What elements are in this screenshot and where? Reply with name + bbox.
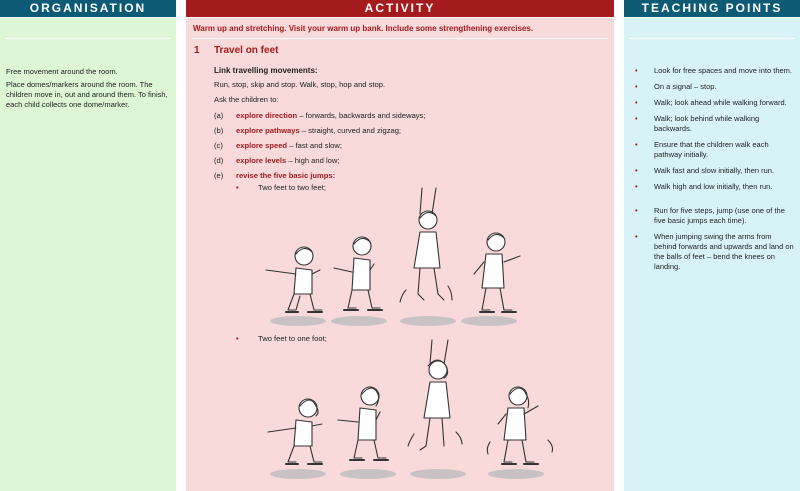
- teaching-point-text: Walk fast and slow initially, then run.: [654, 166, 775, 175]
- bullet-dot: •: [236, 334, 239, 343]
- teaching-point: [630, 66, 795, 76]
- activity-column: [186, 0, 614, 491]
- list-rest: – straight, curved and zigzag;: [299, 126, 402, 135]
- shadow: [410, 469, 466, 479]
- teaching-point-text: On a signal – stop.: [654, 82, 717, 91]
- teaching-point-text: Walk high and low initially, then run.: [654, 182, 773, 191]
- divider: [192, 38, 608, 39]
- list-rest: – forwards, backwards and sideways;: [297, 111, 426, 120]
- child-figure: [268, 399, 322, 464]
- child-figure: [400, 188, 452, 302]
- child-figure: [334, 237, 382, 310]
- teaching-point: [630, 232, 795, 272]
- teaching-point-text: When jumping swing the arms from behind forwards and upwards and land on the balls of feet – bend the knees on landing.: [654, 232, 794, 271]
- shadow: [331, 316, 387, 326]
- bullet-dot: •: [635, 182, 638, 191]
- activity-line: Run, stop, skip and stop. Walk, stop, hop and stop.: [214, 80, 386, 89]
- bullet-dot: •: [635, 206, 638, 215]
- list-label: (e): [214, 171, 224, 180]
- teaching-point-text: Run for five steps, jump (use one of the five basic jumps each time).: [654, 206, 785, 225]
- bullet-dot: •: [236, 183, 239, 192]
- teaching-point-text: Walk; look ahead while walking forward.: [654, 98, 787, 107]
- bullet-dot: •: [635, 166, 638, 175]
- shadow: [461, 316, 517, 326]
- shadow: [340, 469, 396, 479]
- list-key: revise the five basic jumps:: [236, 171, 336, 180]
- list-item: [214, 156, 340, 166]
- list-key: explore speed: [236, 141, 288, 150]
- teaching-point: [630, 206, 795, 226]
- activity-header: ACTIVITY: [186, 0, 614, 18]
- shadow: [488, 469, 544, 479]
- child-figure: [474, 233, 520, 312]
- list-rest: – fast and slow;: [287, 141, 342, 150]
- list-item: [214, 111, 426, 121]
- shadow: [400, 316, 456, 326]
- list-item: [214, 171, 336, 181]
- teaching-points-column: [624, 0, 800, 491]
- teaching-points-list: [630, 66, 795, 278]
- subhead: Link travelling movements:: [214, 66, 318, 75]
- teaching-point: [630, 82, 795, 92]
- section-number: 1: [194, 45, 200, 56]
- divider: [630, 38, 794, 39]
- bullet-text: Two feet to one foot;: [258, 334, 327, 343]
- child-figure: [408, 340, 462, 450]
- jump-illustration-two-to-two: [256, 186, 606, 332]
- list-key: explore direction: [236, 111, 298, 120]
- child-figure: [487, 387, 552, 464]
- list-rest: – high and low;: [286, 156, 340, 165]
- teaching-point: [630, 98, 795, 108]
- list-label: (b): [214, 126, 224, 135]
- child-figure: [266, 247, 322, 312]
- teaching-point-text: Walk; look behind while walking backwards.: [654, 114, 760, 133]
- organisation-text: [6, 67, 171, 113]
- child-figure: [338, 387, 388, 460]
- teaching-point: [630, 114, 795, 134]
- teaching-point: [630, 182, 795, 192]
- bullet-item: [236, 334, 327, 344]
- bullet-dot: •: [635, 66, 638, 75]
- bullet-dot: •: [635, 140, 638, 149]
- activity-intro: Warm up and stretching. Visit your warm up bank. Include some strengthening exercises.: [193, 24, 534, 33]
- organisation-column: [0, 0, 176, 491]
- list-key: explore levels: [236, 156, 287, 165]
- jump-illustration-two-to-one: [256, 336, 606, 486]
- list-label: (a): [214, 111, 224, 120]
- teaching-point-text: Ensure that the children walk each pathway initially.: [654, 140, 769, 159]
- list-key: explore pathways: [236, 126, 300, 135]
- bullet-dot: •: [635, 114, 638, 123]
- shadow: [270, 316, 326, 326]
- list-label: (c): [214, 141, 223, 150]
- organisation-paragraph: Free movement around the room.: [6, 67, 118, 76]
- teaching-point: [630, 166, 795, 176]
- teaching-points-header: TEACHING POINTS: [624, 0, 800, 18]
- bullet-dot: •: [635, 232, 638, 241]
- organisation-header: ORGANISATION: [0, 0, 176, 18]
- list-label: (d): [214, 156, 224, 165]
- organisation-paragraph: Place domes/markers around the room. The children move in, out and around them. To finish, each child collects one dome/marker.: [6, 80, 168, 109]
- shadow: [270, 469, 326, 479]
- bullet-item: [236, 183, 326, 193]
- teaching-point-text: Look for free spaces and move into them.: [654, 66, 792, 75]
- bullet-dot: •: [635, 98, 638, 107]
- bullet-text: Two feet to two feet;: [258, 183, 326, 192]
- list-item: [214, 141, 342, 151]
- section-title: Travel on feet: [214, 45, 279, 56]
- section-heading: [194, 45, 278, 56]
- teaching-point: [630, 140, 795, 160]
- bullet-dot: •: [635, 82, 638, 91]
- divider: [6, 38, 170, 39]
- activity-line: Ask the children to:: [214, 95, 279, 104]
- list-item: [214, 126, 402, 136]
